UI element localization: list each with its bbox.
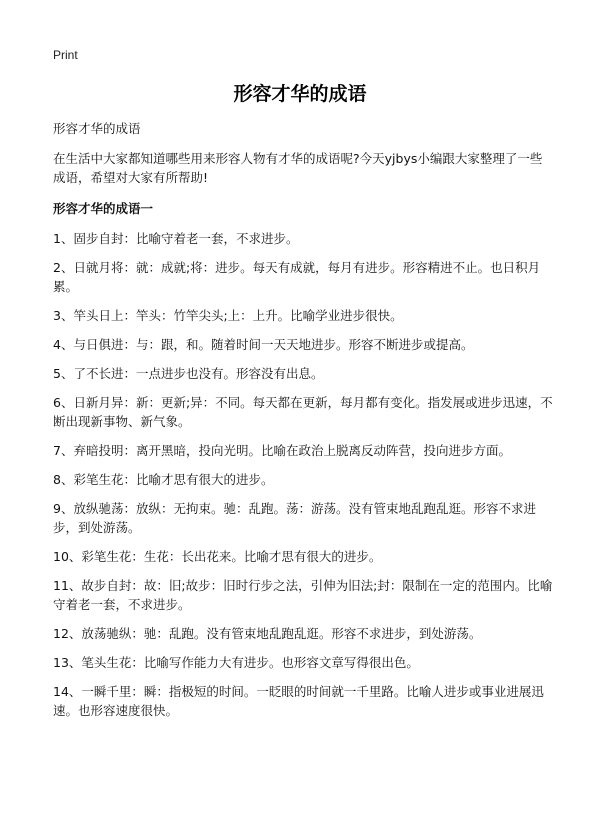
list-item: 11、故步自封：故：旧;故步：旧时行步之法，引伸为旧法;封：限制在一定的范围内。比喻守着老一套，不求进步。 — [53, 578, 553, 612]
list-item: 2、日就月将：就：成就;将：进步。每天有成就，每月有进步。形容精进不止。也日积月累。 — [53, 260, 541, 294]
list-item: 5、了不长进：一点进步也没有。形容没有出息。 — [53, 366, 324, 381]
idiom-list — [53, 229, 553, 720]
section-heading: 形容才华的成语一 — [53, 201, 154, 216]
list-item: 7、弃暗投明：离开黑暗，投向光明。比喻在政治上脱离反动阵营，投向进步方面。 — [53, 443, 511, 458]
page-title: 形容才华的成语 — [233, 83, 367, 105]
list-item: 6、日新月异：新：更新;异：不同。每天都在更新，每月都有变化。指发展或进步迅速，不断出现新事物、新气象。 — [53, 395, 553, 429]
list-item: 4、与日俱进：与：跟，和。随着时间一天天地进步。形容不断进步或提高。 — [53, 337, 474, 352]
list-item: 9、放纵驰荡：放纵：无拘束。驰：乱跑。荡：游荡。没有管束地乱跑乱逛。形容不求进步，到处游荡。 — [53, 501, 536, 535]
list-item: 10、彩笔生花：生花：长出花来。比喻才思有很大的进步。 — [53, 549, 382, 564]
article-subtitle: 形容才华的成语 — [53, 121, 141, 136]
list-item: 3、竿头日上：竿头：竹竿尖头;上：上升。比喻学业进步很快。 — [53, 308, 403, 323]
list-item: 13、笔头生花：比喻写作能力大有进步。也形容文章写得很出色。 — [53, 655, 419, 670]
list-item: 12、放荡驰纵：驰：乱跑。没有管束地乱跑乱逛。形容不求进步，到处游荡。 — [53, 626, 482, 641]
list-item: 14、一瞬千里：瞬：指极短的时间。一眨眼的时间就一千里路。比喻人进步或事业进展迅速。也形容速度很快。 — [53, 684, 544, 718]
print-link[interactable]: Print — [53, 48, 78, 62]
article-body — [53, 119, 553, 730]
list-item: 1、固步自封：比喻守着老一套，不求进步。 — [53, 231, 299, 246]
article-intro: 在生活中大家都知道哪些用来形容人物有才华的成语呢?今天yjbys小编跟大家整理了一些成语，希望对大家有所帮助! — [53, 151, 543, 185]
list-item: 8、彩笔生花：比喻才思有很大的进步。 — [53, 472, 274, 487]
